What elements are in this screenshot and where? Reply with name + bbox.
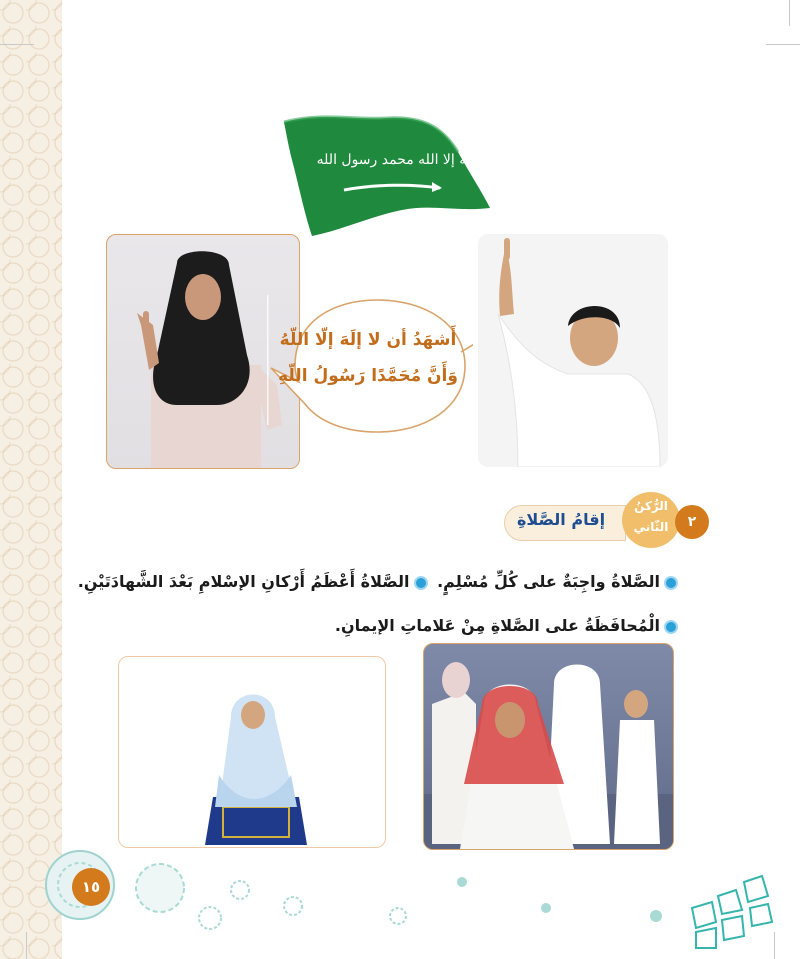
men-praying-photo: [423, 643, 674, 850]
crop-mark: [789, 0, 790, 26]
bullet-icon: [414, 576, 428, 590]
bullet-icon: [664, 576, 678, 590]
decorative-flowers: [40, 840, 190, 940]
flag-shahada: لا إله إلا الله محمد رسول الله: [316, 152, 488, 168]
crop-mark: [0, 44, 34, 45]
speech-line-1: أَشهَدُ أن لا إلَهَ إلّا اللّهُ: [279, 330, 457, 350]
crop-mark: [766, 44, 800, 45]
page-number: ١٥: [72, 868, 110, 906]
decorative-rosettes: [190, 870, 670, 930]
section-number: ٢: [675, 505, 709, 539]
saudi-flag-image: [282, 112, 492, 237]
decorative-border: [0, 0, 62, 959]
bullet-text: الْمُحافَظَةُ على الصَّلاةِ مِنْ عَلاماتِ الإيمانِ.: [334, 616, 660, 635]
bullet-icon: [664, 620, 678, 634]
badge-line-1: الرُّكنُ: [634, 499, 668, 513]
geometric-logo-pattern: [686, 862, 782, 952]
section-title: إقامُ الصَّلاةِ: [516, 510, 606, 529]
bullet-row-2: [335, 616, 682, 635]
badge-line-2: الثّاني: [633, 520, 669, 534]
bullet-row-1: [78, 572, 682, 591]
praying-girl-photo: [118, 656, 386, 848]
bullet-text: الصَّلاةُ واجِبَةٌ على كُلِّ مُسْلِمٍ.: [437, 572, 660, 591]
boy-photo: [478, 234, 668, 467]
crop-mark: [26, 932, 27, 959]
speech-line-2: وَأَنَّ مُحَمَّدًا رَسُولُ اللّهِ: [278, 366, 458, 386]
bullet-text: الصَّلاةُ أَعْظَمُ أَرْكانِ الإسْلامِ بَعْدَ الشَّهادَتَيْنِ.: [77, 572, 410, 591]
